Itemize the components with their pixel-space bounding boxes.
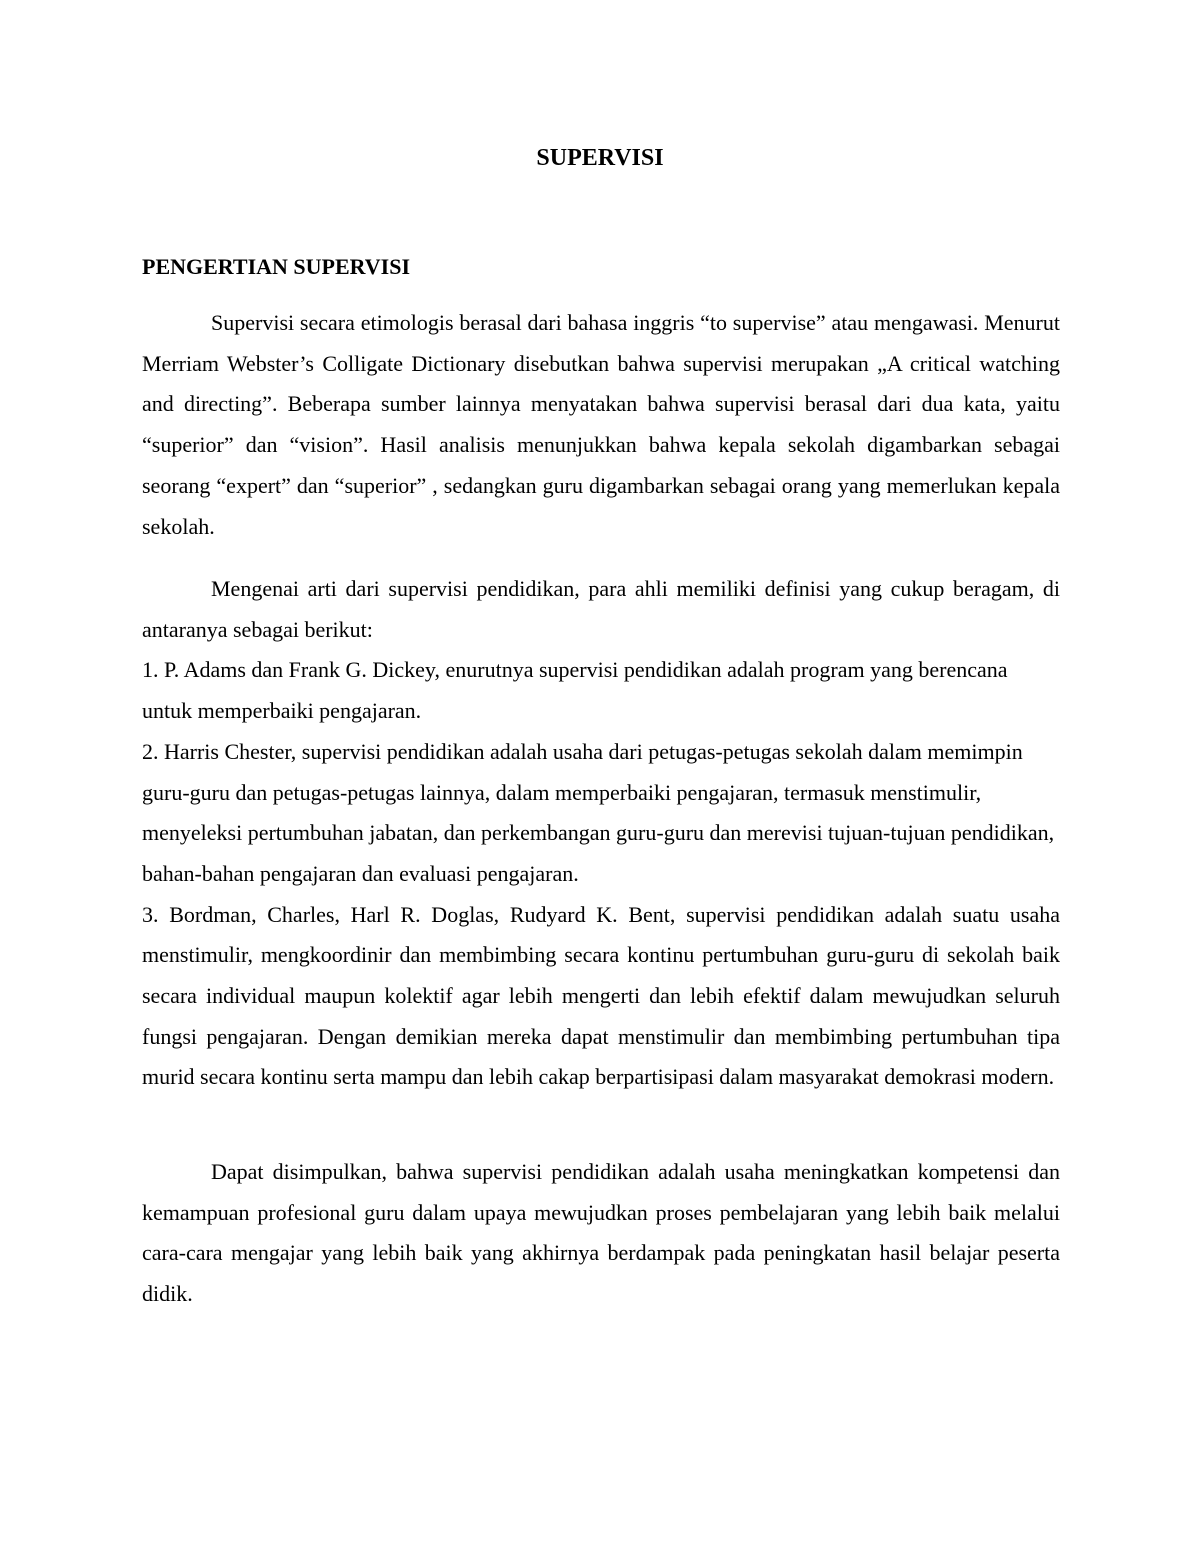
- conclusion-text: Dapat disimpulkan, bahwa supervisi pendidikan adalah usaha meningkatkan kompetensi dan kemampuan profesional guru dalam upaya mewujudkan proses pembelajaran yang lebih baik melalui cara-cara mengajar yang lebih baik yang akhirnya berdampak pada peningkatan hasil belajar peserta didik.: [142, 1159, 1060, 1307]
- paragraph-etymology: [142, 303, 1060, 547]
- paragraph-conclusion: [142, 1152, 1060, 1315]
- section-heading: PENGERTIAN SUPERVISI: [142, 254, 411, 279]
- definition-item: 2. Harris Chester, supervisi pendidikan adalah usaha dari petugas-petugas sekolah dalam memimpin guru-guru dan petugas-petugas lainnya, dalam memperbaiki pengajaran, termasuk menstimulir, menyeleksi pertumbuhan jabatan, dan perkembangan guru-guru dan merevisi tujuan-tujuan pendidikan, bahan-bahan pengajaran dan evaluasi pengajaran.: [142, 738, 1055, 886]
- definitions-intro: Mengenai arti dari supervisi pendidikan, para ahli memiliki definisi yang cukup beragam, di antaranya sebagai berikut:: [142, 576, 1060, 642]
- definition-item: 3. Bordman, Charles, Harl R. Doglas, Rudyard K. Bent, supervisi pendidikan adalah suatu usaha menstimulir, mengkoordinir dan membimbing secara kontinu pertumbuhan guru-guru di sekolah baik secara individual maupun kolektif agar lebih mengerti dan lebih efektif dalam mewujudkan seluruh fungsi pengajaran. Dengan demikian mereka dapat menstimulir dan membimbing pertumbuhan tipa murid secara kontinu serta mampu dan lebih cakap berpartisipasi dalam masyarakat demokrasi modern.: [142, 901, 1060, 1090]
- paragraph-text: Supervisi secara etimologis berasal dari bahasa inggris “to supervise” atau mengawasi. Menurut Merriam Webster’s Colligate Dictionary disebutkan bahwa supervisi merupakan „A critical watching and directing”. Beberapa sumber lainnya menyatakan bahwa supervisi berasal dari dua kata, yaitu “superior” dan “vision”. Hasil analisis menunjukkan bahwa kepala sekolah digambarkan sebagai seorang “expert” dan “superior” , sedangkan guru digambarkan sebagai orang yang memerlukan kepala sekolah.: [142, 310, 1060, 539]
- definitions-section: [142, 569, 1060, 1098]
- document-title: SUPERVISI: [536, 145, 664, 171]
- definition-item: 1. P. Adams dan Frank G. Dickey, enurutnya supervisi pendidikan adalah program yang berencana untuk memperbaiki pengajaran.: [142, 657, 1008, 724]
